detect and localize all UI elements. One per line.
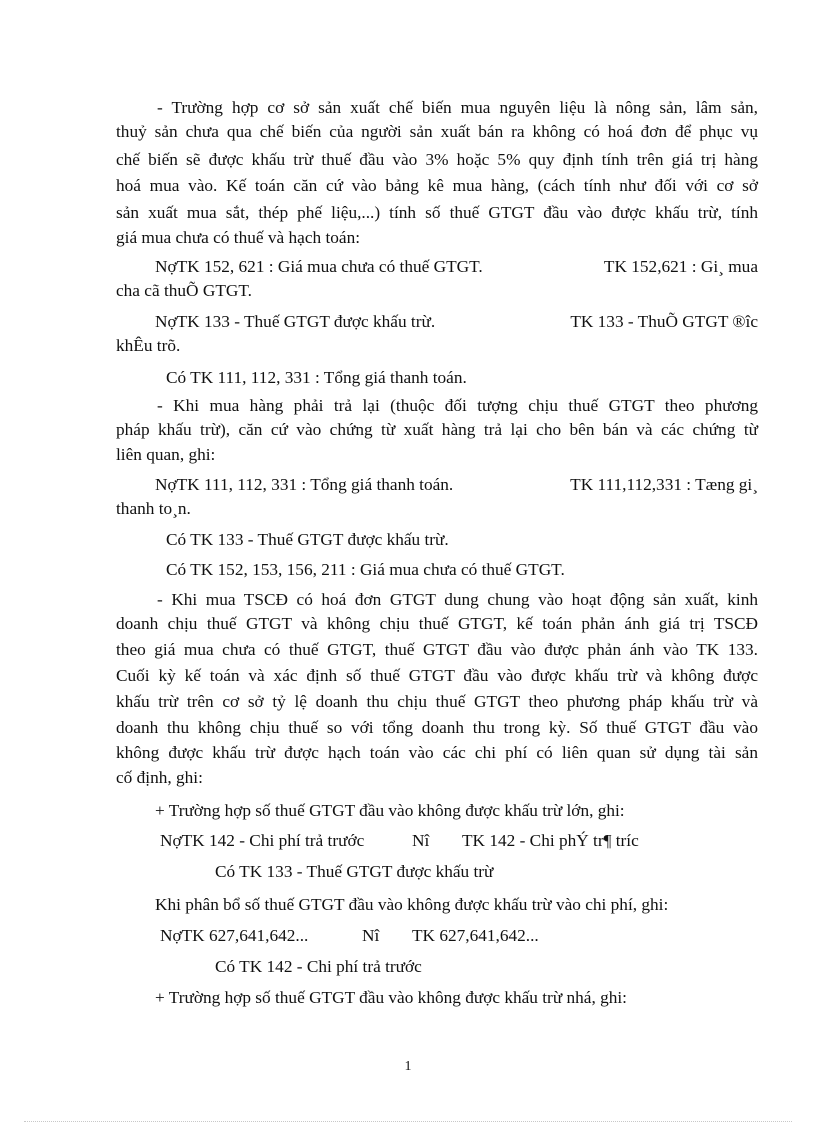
paragraph-line: - Khi mua hàng phải trả lại (thuộc đối tượng chịu thuế GTGT theo phương [157,396,758,415]
garbled-text: khÊu trõ. [116,336,181,355]
garbled-text: cha cã thuÕ GTGT. [116,281,252,300]
journal-entry-debit: NợTK 627,641,642... [160,926,309,945]
paragraph-line: - Khi mua TSCĐ có hoá đơn GTGT dung chung vào hoạt động sản xuất, kinh [157,590,758,609]
paragraph-line: chế biến sẽ được khấu trừ thuế đầu vào 3% hoặc 5% quy định tính trên giá trị hàng [116,150,758,169]
paragraph-line: doanh chịu thuế GTGT và không chịu thuế GTGT, kế toán phản ánh giá trị TSCĐ [116,614,758,633]
paragraph-line: giá mua chưa có thuế và hạch toán: [116,228,361,247]
paragraph-line: sản xuất mua sắt, thép phế liệu,...) tính số thuế GTGT đầu vào được khấu trừ, tính [116,203,758,222]
journal-entry-debit: NợTK 133 - Thuế GTGT được khấu trừ. [155,312,436,331]
case-heading: + Trường hợp số thuế GTGT đầu vào không được khấu trừ nhá, ghi: [155,988,627,1007]
garbled-text: TK 152,621 : Gi¸ mua [603,257,758,276]
page-bottom-rule [24,1121,792,1122]
paragraph-line: liên quan, ghi: [116,445,216,464]
paragraph-line: doanh thu không chịu thuế so với tổng doanh thu trong kỳ. Số thuế GTGT đầu vào [116,718,758,737]
paragraph-line: - Trường hợp cơ sở sản xuất chế biến mua nguyên liệu là nông sản, lâm sản, [157,98,758,117]
paragraph-line: hoá mua vào. Kế toán căn cứ vào bảng kê mua hàng, (cách tính như đối với cơ sở [116,176,758,195]
journal-entry-debit: NợTK 142 - Chi phí trả trước [160,831,365,850]
journal-entry-credit: Có TK 111, 112, 331 : Tổng giá thanh toán. [166,368,467,387]
paragraph-line: khấu trừ trên cơ sở tỷ lệ doanh thu chịu thuế GTGT theo phương pháp khấu trừ và [116,692,758,711]
paragraph-line: không được khấu trừ được hạch toán vào các chi phí có liên quan sử dụng tài sản [116,743,758,762]
page-number: 1 [404,1059,412,1074]
journal-entry-credit: Có TK 142 - Chi phí trả trước [215,957,422,976]
garbled-text: TK 133 - ThuÕ GTGT ®îc [570,312,758,331]
garbled-text: thanh to¸n. [116,499,191,518]
journal-entry-credit: Có TK 152, 153, 156, 211 : Giá mua chưa có thuế GTGT. [166,560,565,579]
garbled-text: TK 111,112,331 : Tæng gi¸ [570,475,758,494]
journal-entry-credit: Có TK 133 - Thuế GTGT được khấu trừ [215,862,494,881]
journal-entry-debit: NợTK 152, 621 : Giá mua chưa có thuế GTGT. [155,257,483,276]
garbled-text: TK 627,641,642... [412,926,539,945]
paragraph-line: pháp khấu trừ), căn cứ vào chứng từ xuất hàng trả lại cho bên bán và các chứng từ [116,420,758,439]
garbled-text: Nî [412,831,430,850]
paragraph-line: thuỷ sản chưa qua chế biến của người sản xuất bán ra không có hoá đơn để phục vụ [116,122,758,141]
paragraph-line: cố định, ghi: [116,768,203,787]
garbled-text: TK 142 - Chi phÝ tr¶ tríc [462,831,639,850]
garbled-text: Nî [362,926,380,945]
paragraph-line: theo giá mua chưa có thuế GTGT, thuế GTGT đầu vào được phản ánh vào TK 133. [116,640,758,659]
journal-entry-credit: Có TK 133 - Thuế GTGT được khấu trừ. [166,530,449,549]
paragraph-line: Khi phân bổ số thuế GTGT đầu vào không được khấu trừ vào chi phí, ghi: [155,895,669,914]
paragraph-line: Cuối kỳ kế toán và xác định số thuế GTGT đầu vào được khấu trừ và không được [116,666,758,685]
journal-entry-debit: NợTK 111, 112, 331 : Tổng giá thanh toán. [155,475,454,494]
case-heading: + Trường hợp số thuế GTGT đầu vào không được khấu trừ lớn, ghi: [155,801,625,820]
